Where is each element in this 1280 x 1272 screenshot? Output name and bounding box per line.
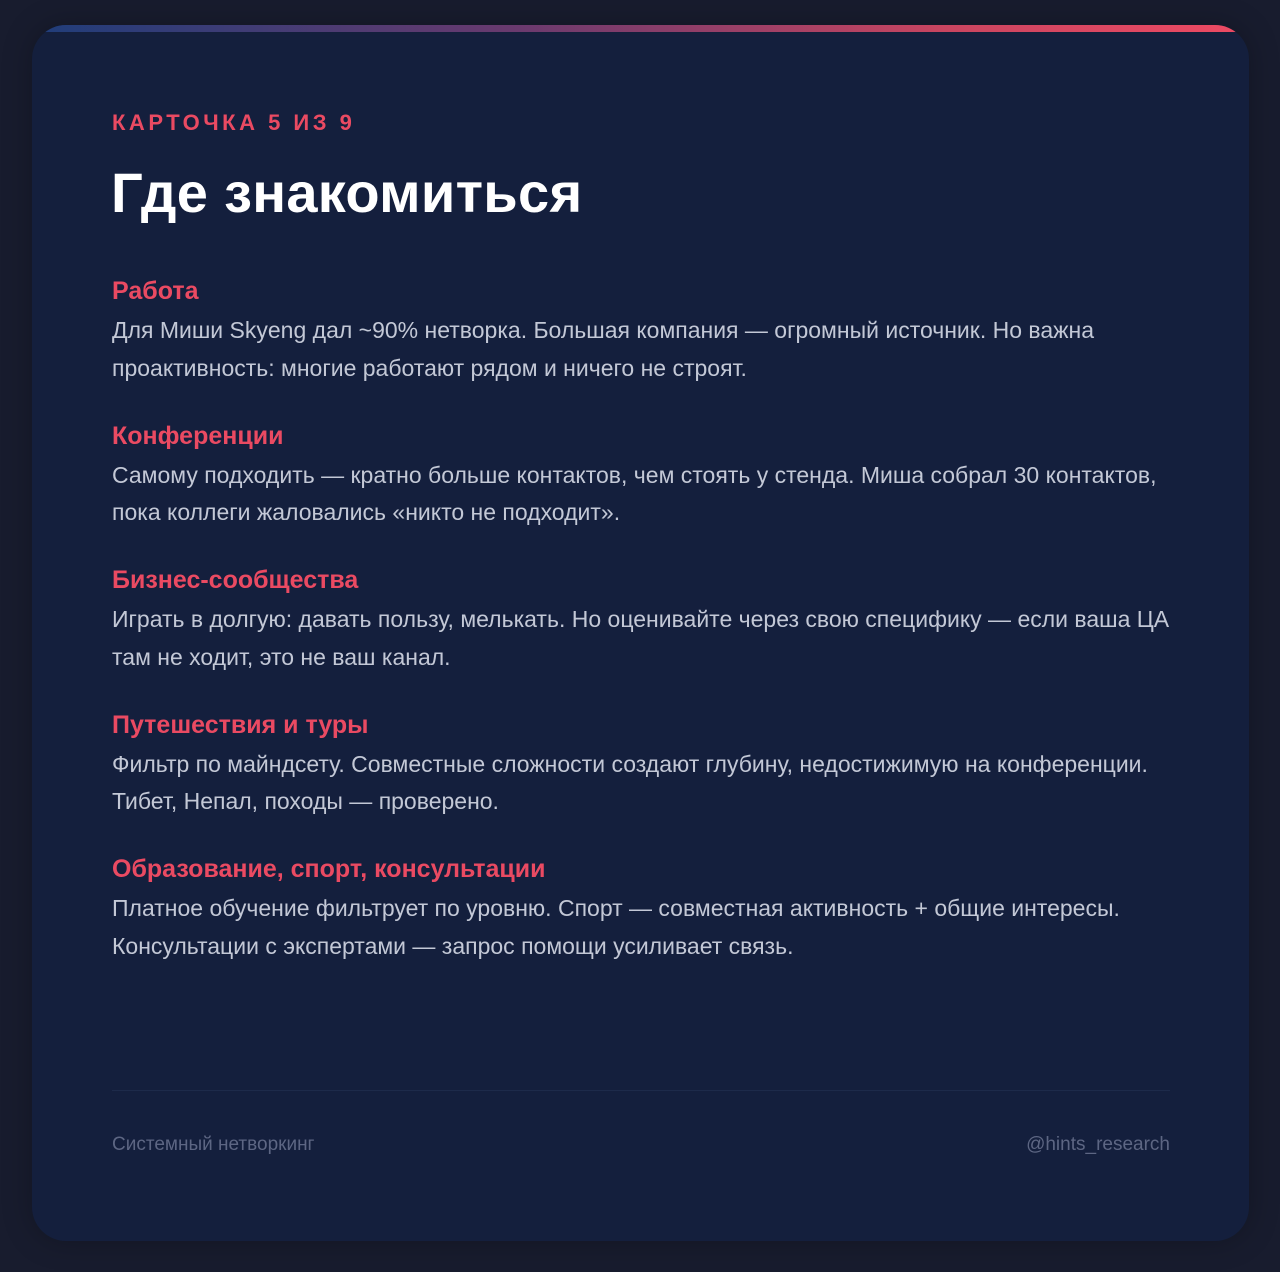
section-work	[112, 273, 1172, 418]
section-heading: Работа	[112, 277, 199, 305]
footer-handle: @hints_research	[1026, 1134, 1170, 1155]
section-heading: Бизнес-сообщества	[112, 566, 359, 594]
section-body: Для Миши Skyeng дал ~90% нетворка. Большая компания — огромный источник. Но важна проактивность: многие работают рядом и ничего не строят.	[112, 317, 1095, 381]
section-body: Играть в долгую: давать пользу, мелькать. Но оценивайте через свою специфику — если ваша ЦА там не ходит, это не ваш канал.	[112, 606, 1170, 670]
card-counter: КАРТОЧКА 5 ИЗ 9	[112, 110, 356, 135]
card-accent-bar	[32, 25, 1249, 32]
section-business-communities	[112, 562, 1172, 707]
info-card	[32, 25, 1249, 1241]
section-heading: Путешествия и туры	[112, 710, 369, 739]
section-travel	[112, 707, 1172, 852]
section-body: Платное обучение фильтрует по уровню. Спорт — совместная активность + общие интересы. Консультации с экспертами — запрос помощи усиливает связь.	[112, 895, 1120, 959]
section-education-sport	[112, 851, 1172, 996]
section-list	[112, 273, 1172, 996]
section-heading: Образование, спорт, консультации	[112, 855, 546, 883]
section-body: Самому подходить — кратно больше контактов, чем стоять у стенда. Миша собрал 30 контактов, пока коллеги жаловались «никто не подходит».	[112, 461, 1157, 525]
section-body: Фильтр по майндсету. Совместные сложности создают глубину, недостижимую на конференции. Тибет, Непал, походы — проверено.	[112, 750, 1148, 814]
footer-divider	[112, 1090, 1170, 1091]
section-heading: Конференции	[112, 421, 284, 450]
section-conferences	[112, 418, 1172, 563]
footer-series-name: Системный нетворкинг	[112, 1134, 315, 1155]
page-title: Где знакомиться	[111, 161, 583, 224]
